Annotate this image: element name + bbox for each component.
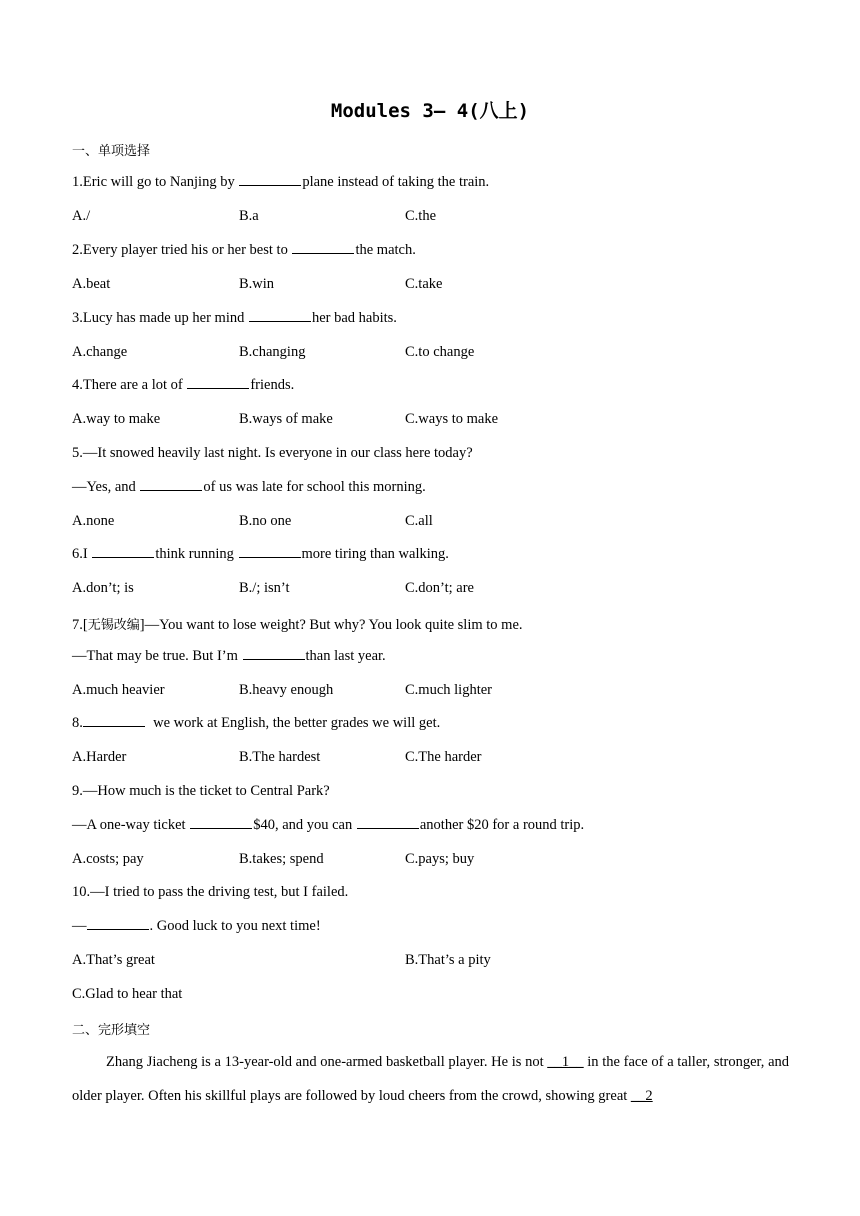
option-b: B.ways of make <box>239 411 333 427</box>
answer-blank <box>140 479 202 491</box>
question-10-reply <box>72 918 321 935</box>
option-c: C.pays; buy <box>405 851 475 867</box>
option-a: A.That’s great <box>72 952 155 968</box>
question-2 <box>72 242 416 259</box>
option-b: B.changing <box>239 344 306 360</box>
option-c: C.the <box>405 208 437 224</box>
option-a: A./ <box>72 208 91 224</box>
question-7 <box>72 614 523 634</box>
passage-text: in the face of a taller, stronger, and older player. Often his skillful plays are followed by loud cheers from the crowd, showing great <box>72 1054 790 1104</box>
option-b: B.takes; spend <box>239 851 324 867</box>
question-5-reply <box>72 479 426 496</box>
question-text: friends. <box>250 377 295 393</box>
option-a: A.change <box>72 344 128 360</box>
answer-blank <box>87 918 149 930</box>
section-heading-cloze: 二、完形填空 <box>72 1023 151 1038</box>
question-3 <box>72 310 397 327</box>
option-c: C.all <box>405 513 433 529</box>
question-6 <box>72 546 449 563</box>
option-a: A.costs; pay <box>72 851 144 867</box>
option-b: B.no one <box>239 513 292 529</box>
question-text: than last year. <box>305 648 386 664</box>
cloze-blank-2: __2 <box>630 1088 653 1104</box>
question-7-reply <box>72 648 386 665</box>
question-text: ]—You want to lose weight? But why? You look quite slim to me. <box>139 617 523 633</box>
question-8 <box>72 715 440 732</box>
question-text: think running <box>155 546 234 562</box>
answer-blank <box>190 817 252 829</box>
question-text: 2.Every player tried his or her best to <box>72 242 288 258</box>
answer-blank <box>83 715 145 727</box>
question-text: more tiring than walking. <box>301 546 449 562</box>
question-text: another $20 for a round trip. <box>419 817 585 833</box>
option-a: A.none <box>72 513 115 529</box>
option-a: A.don’t; is <box>72 580 134 596</box>
question-text: her bad habits. <box>311 310 397 326</box>
question-text: —A one-way ticket <box>72 817 186 833</box>
question-text: plane instead of taking the train. <box>302 174 490 190</box>
section-heading-single-choice: 一、单项选择 <box>72 144 151 159</box>
option-b: B./; isn’t <box>239 580 290 596</box>
option-a: A.Harder <box>72 749 127 765</box>
page-title: Modules 3— 4(八上) <box>330 100 530 122</box>
question-9: 9.—How much is the ticket to Central Park? <box>72 783 330 799</box>
question-text: 8. <box>72 715 83 731</box>
question-text: 1.Eric will go to Nanjing by <box>72 174 235 190</box>
option-c: C.The harder <box>405 749 482 765</box>
question-text: — <box>72 918 87 934</box>
option-c: C.much lighter <box>405 682 492 698</box>
option-a: A.much heavier <box>72 682 165 698</box>
option-c: C.Glad to hear that <box>72 986 183 1002</box>
answer-blank <box>239 546 301 558</box>
option-a: A.beat <box>72 276 111 292</box>
question-number: 7.[ <box>72 617 88 633</box>
question-10: 10.—I tried to pass the driving test, but I failed. <box>72 884 349 900</box>
option-b: B.heavy enough <box>239 682 334 698</box>
answer-blank <box>292 242 354 254</box>
answer-blank <box>249 310 311 322</box>
question-text: the match. <box>355 242 416 258</box>
question-text: —Yes, and <box>72 479 136 495</box>
option-b: B.That’s a pity <box>405 952 491 968</box>
question-text: of us was late for school this morning. <box>203 479 426 495</box>
question-9-reply <box>72 817 584 834</box>
cloze-passage <box>72 1045 789 1113</box>
question-text: 6.I <box>72 546 88 562</box>
option-b: B.win <box>239 276 275 292</box>
question-text: $40, and you can <box>253 817 353 833</box>
option-c: C.ways to make <box>405 411 499 427</box>
answer-blank <box>187 377 249 389</box>
question-1 <box>72 174 489 191</box>
option-c: C.to change <box>405 344 475 360</box>
question-text: 4.There are a lot of <box>72 377 183 393</box>
option-c: C.take <box>405 276 443 292</box>
passage-text: Zhang Jiacheng is a 13-year-old and one-armed basketball player. He is not <box>106 1054 544 1070</box>
option-c: C.don’t; are <box>405 580 474 596</box>
answer-blank <box>357 817 419 829</box>
answer-blank <box>239 174 301 186</box>
option-b: B.a <box>239 208 259 224</box>
question-5: 5.—It snowed heavily last night. Is everyone in our class here today? <box>72 445 473 461</box>
option-a: A.way to make <box>72 411 161 427</box>
question-text: 3.Lucy has made up her mind <box>72 310 245 326</box>
question-text: we work at English, the better grades we will get. <box>153 715 441 731</box>
answer-blank <box>243 648 305 660</box>
option-b: B.The hardest <box>239 749 321 765</box>
question-text: —That may be true. But I’m <box>72 648 238 664</box>
cloze-blank-1: __1__ <box>547 1054 584 1070</box>
question-text: . Good luck to you next time! <box>149 918 321 934</box>
question-4 <box>72 377 294 394</box>
source-tag: 无锡改编 <box>87 618 140 633</box>
answer-blank <box>92 546 154 558</box>
